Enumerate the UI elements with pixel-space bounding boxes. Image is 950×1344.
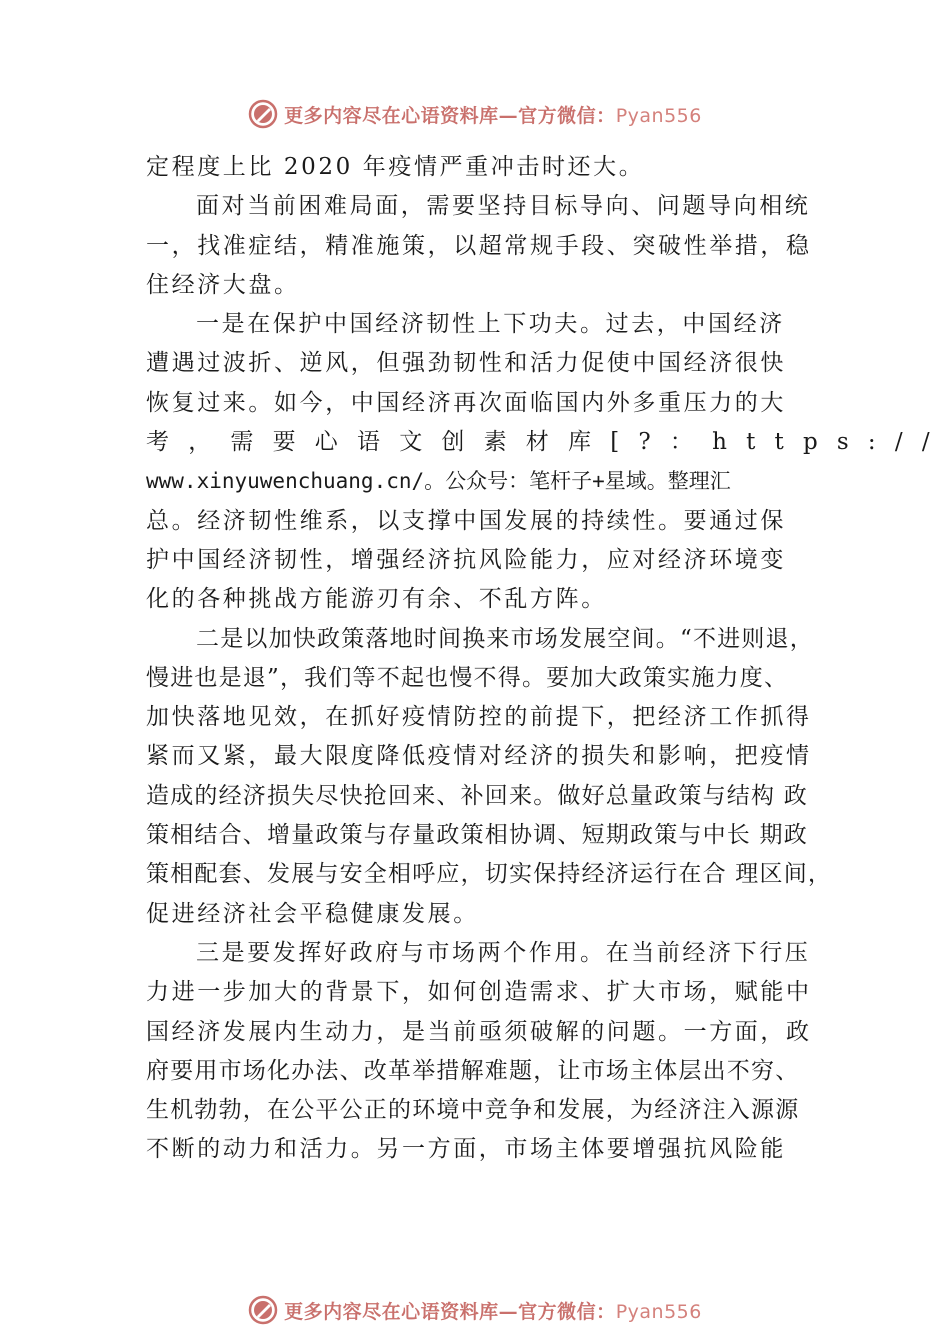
text-line: 定程度上比 2020 年疫情严重冲击时还大。 — [146, 154, 645, 180]
text-line: 国经济发展内生动力，是当前亟须破解的问题。一方面，政 — [146, 1018, 812, 1045]
text-line: 化的各种挑战方能游刃有余、不乱方阵。 — [146, 586, 607, 613]
text-line: 策相结合、增量政策与存量政策相协调、短期政策与中长 期政 — [146, 822, 808, 849]
text-line — [146, 423, 949, 462]
text-line: 三是要发挥好政府与市场两个作用。在当前经济下行压 — [196, 939, 811, 966]
text-line: 紧而又紧，最大限度降低疫情对经济的损失和影响，把疫情 — [146, 743, 812, 770]
text-line: 住经济大盘。 — [146, 271, 300, 298]
text-line: 不断的动力和活力。另一方面，市场主体要增强抗风险能 — [146, 1136, 786, 1163]
text-line: 面对当前困难局面，需要坚持目标导向、问题导向相统 — [196, 193, 811, 220]
pen-logo-icon — [248, 1295, 278, 1325]
pen-logo-icon — [248, 99, 278, 129]
text-line: 慢进也是退”，我们等不起也慢不得。要加大政策实施力度、 — [146, 664, 789, 691]
text-line: www.xinyuwenchuang.cn/。公众号：笔杆子+星域。整理汇 — [146, 469, 731, 494]
text-line: 促进经济社会平稳健康发展。 — [146, 900, 479, 927]
spread-text: 考，需要心语文创素材库[?：https:// — [146, 429, 949, 456]
text-line: 一是在保护中国经济韧性上下功夫。过去，中国经济 — [196, 311, 785, 338]
document-body — [146, 148, 949, 1170]
footer-banner — [0, 1290, 950, 1330]
text-line: 策相配套、发展与安全相呼应，切实保持经济运行在合 理区间， — [146, 861, 833, 888]
header-banner — [0, 94, 950, 134]
text-line: 总。经济韧性维系，以支撑中国发展的持续性。要通过保 — [146, 507, 786, 534]
header-text: 更多内容尽在心语资料库—官方微信：Pyan556 — [284, 104, 702, 127]
text-line: 力进一步加大的背景下，如何创造需求、扩大市场，赋能中 — [146, 979, 812, 1006]
text-line: 一，找准症结，精准施策，以超常规手段、突破性举措，稳 — [146, 232, 812, 259]
text-line: 遭遇过波折、逆风，但强劲韧性和活力促使中国经济很快 — [146, 350, 786, 377]
footer-text: 更多内容尽在心语资料库—官方微信：Pyan556 — [284, 1300, 702, 1323]
text-line: 护中国经济韧性，增强经济抗风险能力，应对经济环境变 — [146, 546, 786, 573]
text-line: 加快落地见效，在抓好疫情防控的前提下，把经济工作抓得 — [146, 704, 812, 731]
text-line: 造成的经济损失尽快抢回来、补回来。做好总量政策与结构 政 — [146, 782, 808, 809]
text-line: 恢复过来。如今，中国经济再次面临国内外多重压力的大 — [146, 389, 786, 416]
text-line: 生机勃勃，在公平公正的环境中竞争和发展，为经济注入源源 — [146, 1097, 800, 1124]
text-line: 二是以加快政策落地时间换来市场发展空间。“不进则退， — [196, 625, 814, 652]
text-line: 府要用市场化办法、改革举措解难题，让市场主体层出不穷、 — [146, 1057, 800, 1084]
